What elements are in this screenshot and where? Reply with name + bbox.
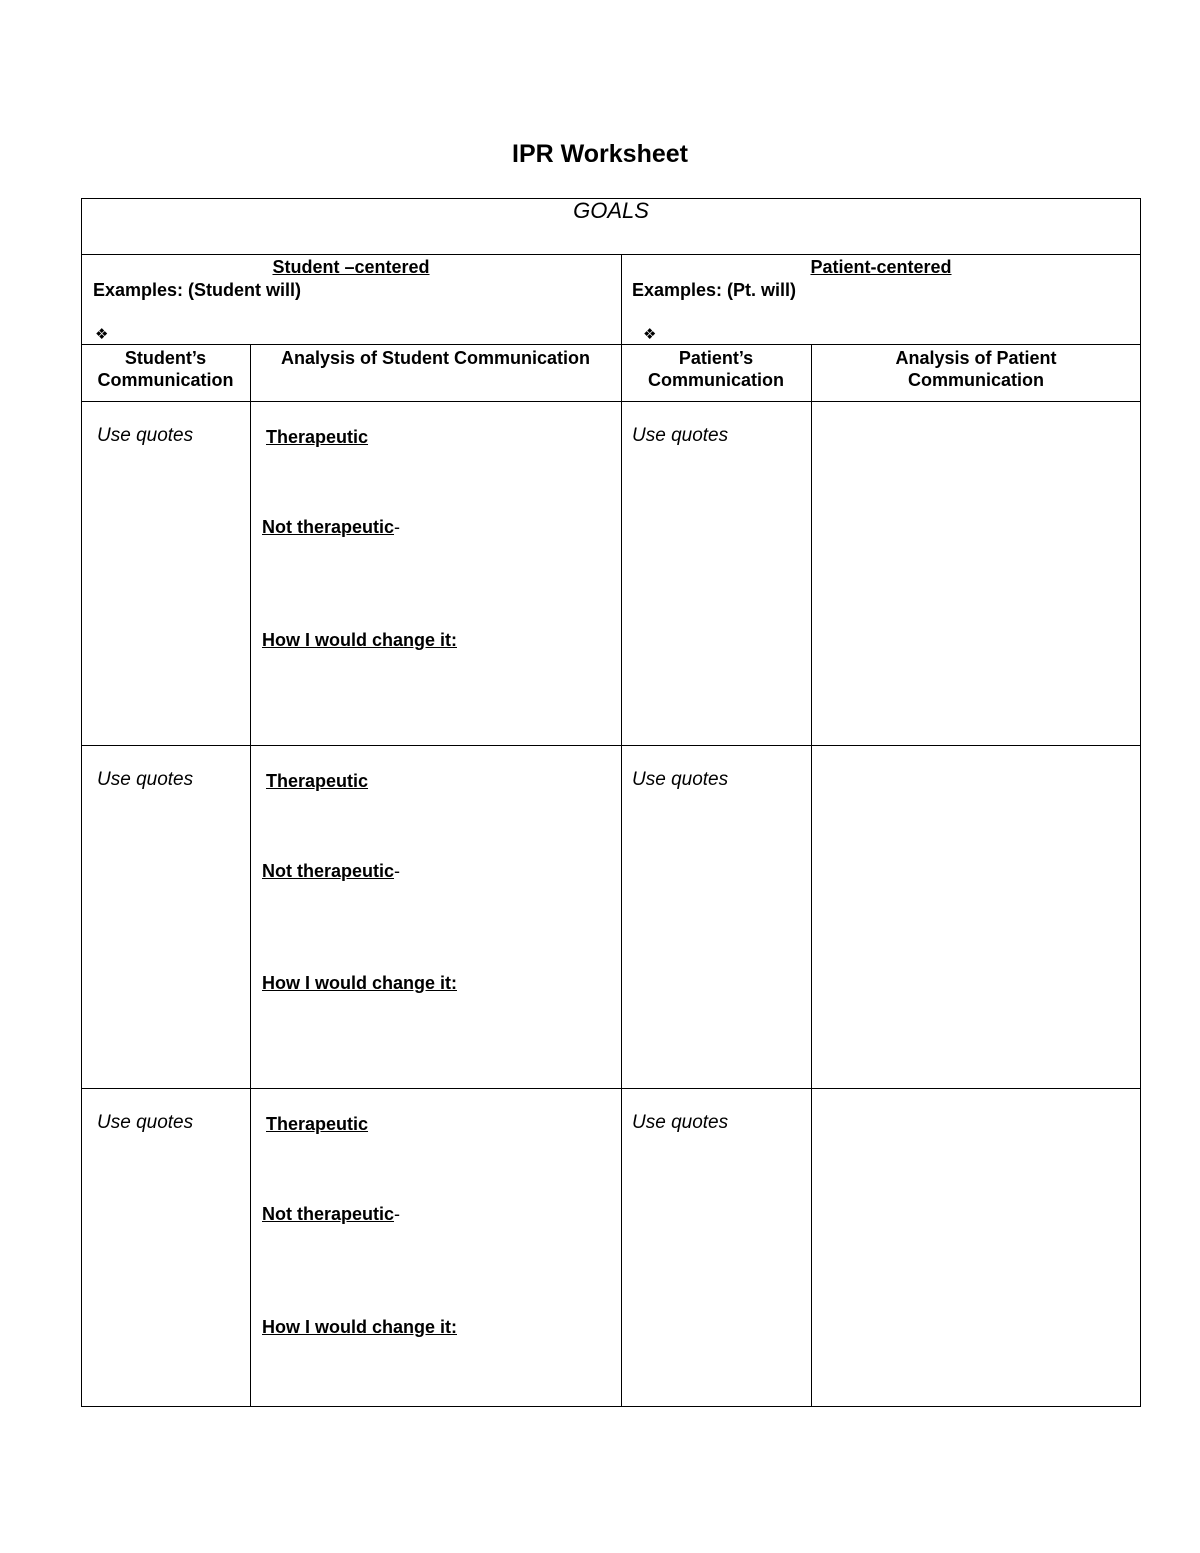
header-line: Patient’s (678, 348, 754, 368)
not-therapeutic-label (262, 860, 400, 882)
divider (81, 401, 1141, 402)
patient-examples: Examples: (Pt. will) (632, 280, 797, 300)
column-header-student-communication (81, 347, 250, 391)
bullet-icon: ❖ (643, 326, 657, 343)
change-label: How I would change it: (262, 1317, 457, 1337)
not-therapeutic-text: Not therapeutic (262, 1204, 395, 1224)
patient-centered-heading: Patient-centered (810, 257, 952, 277)
patient-quote-placeholder: Use quotes (632, 1112, 729, 1133)
student-centered-heading: Student –centered (272, 257, 430, 277)
divider (250, 344, 251, 1407)
dash: - (394, 1204, 401, 1224)
goals-label: GOALS (573, 198, 649, 223)
not-therapeutic-text: Not therapeutic (262, 861, 395, 881)
student-quote-placeholder: Use quotes (97, 1112, 194, 1133)
header-line: Communication (97, 370, 234, 390)
divider (811, 344, 812, 1407)
dash: - (394, 517, 401, 537)
header-line: Communication (907, 370, 1044, 390)
divider (621, 254, 622, 1407)
not-therapeutic-text: Not therapeutic (262, 517, 395, 537)
patient-quote-placeholder: Use quotes (632, 425, 729, 446)
divider (81, 344, 1141, 345)
divider (81, 254, 1141, 255)
not-therapeutic-label (262, 516, 400, 538)
therapeutic-label: Therapeutic (266, 427, 369, 447)
student-quote-placeholder: Use quotes (97, 769, 194, 790)
student-examples: Examples: (Student will) (93, 280, 302, 300)
change-label: How I would change it: (262, 630, 457, 650)
divider (81, 1088, 1141, 1089)
bullet-icon: ❖ (95, 326, 109, 343)
column-header-patient-communication (621, 347, 811, 391)
not-therapeutic-label (262, 1203, 400, 1225)
page-title: IPR Worksheet (512, 140, 688, 168)
header-line: Analysis of Patient (895, 348, 1057, 368)
student-quote-placeholder: Use quotes (97, 425, 194, 446)
column-header-analysis-student: Analysis of Student Communication (280, 348, 591, 368)
divider (81, 745, 1141, 746)
therapeutic-label: Therapeutic (266, 771, 369, 791)
patient-quote-placeholder: Use quotes (632, 769, 729, 790)
therapeutic-label: Therapeutic (266, 1114, 369, 1134)
header-line: Communication (647, 370, 784, 390)
change-label: How I would change it: (262, 973, 457, 993)
header-line: Student’s (124, 348, 207, 368)
column-header-analysis-patient (811, 347, 1141, 391)
dash: - (394, 861, 401, 881)
